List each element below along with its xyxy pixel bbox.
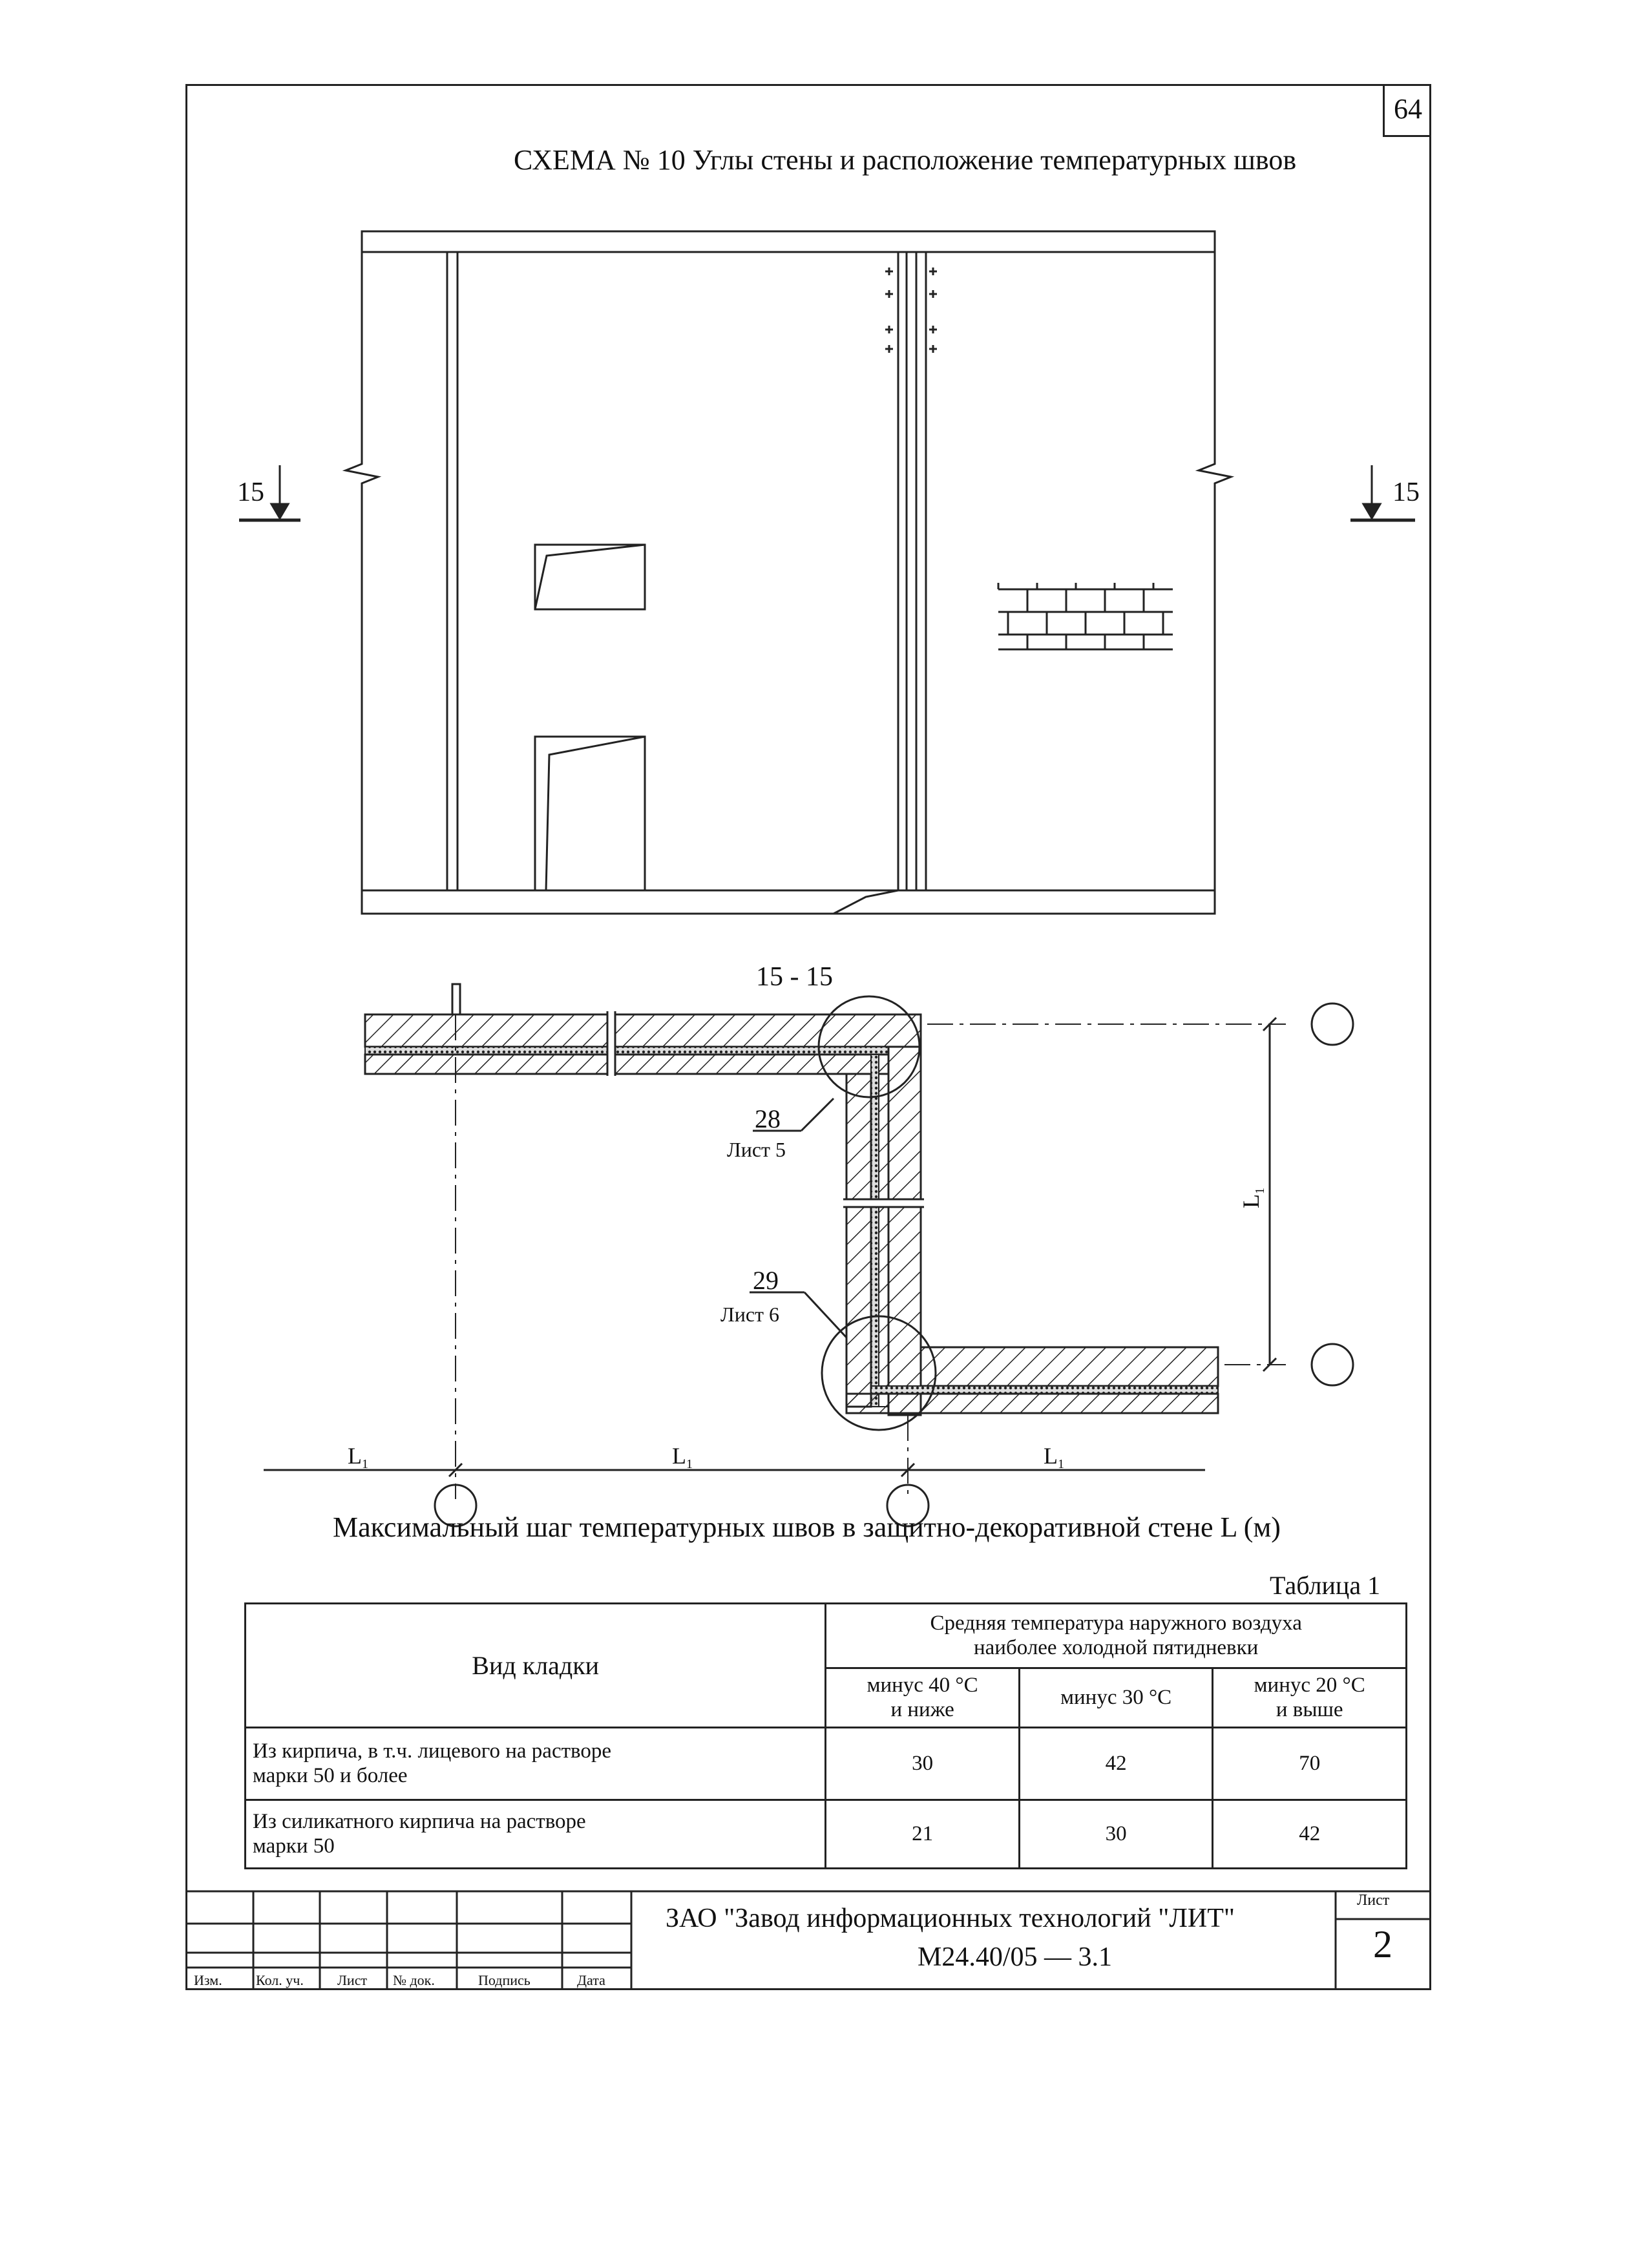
col-masonry-type-header: Вид кладки	[246, 1604, 826, 1728]
group-header-line-2: наиболее холодной пятидневки	[974, 1635, 1259, 1659]
section-mark-right-label: 15	[1392, 478, 1420, 507]
company-name: ЗАО "Завод информационных технологий "ЛИТ"	[666, 1904, 1235, 1933]
col-minus40-header	[826, 1668, 1020, 1728]
row-2-type-line-2: марки 50	[253, 1834, 335, 1858]
row-1-type-line-2: марки 50 и более	[253, 1763, 408, 1787]
plan-wall	[365, 984, 1218, 1415]
section-label: 15 - 15	[756, 962, 833, 992]
row-2-value-minus40: 21	[826, 1800, 1020, 1869]
table-number: Таблица 1	[1270, 1571, 1381, 1600]
table-row	[246, 1728, 1407, 1800]
callout-29-number: 29	[753, 1266, 779, 1295]
temperature-group-header	[826, 1604, 1407, 1668]
callout-29-sheet: Лист 6	[720, 1303, 780, 1326]
row-2-type	[246, 1800, 826, 1869]
row-2-value-minus20: 42	[1213, 1800, 1407, 1869]
row-1-value-minus20: 70	[1213, 1728, 1407, 1800]
tb-label-change: Изм.	[194, 1972, 222, 1988]
sheet-label: Лист	[1357, 1892, 1390, 1909]
dim-horizontal-2: L	[672, 1443, 686, 1469]
col-minus30-line-1: минус 30 °С	[1060, 1685, 1172, 1709]
tb-label-signature: Подпись	[478, 1972, 530, 1988]
col-minus40-line-2: и ниже	[890, 1697, 954, 1721]
svg-text:L: L	[1238, 1194, 1264, 1208]
dim-horizontal-1: L	[348, 1443, 362, 1469]
col-minus20-line-1: минус 20 °С	[1254, 1673, 1365, 1697]
joint-spacing-table	[244, 1602, 1407, 1869]
dim-horizontal-3: L	[1044, 1443, 1058, 1469]
col-minus30-header	[1019, 1668, 1213, 1728]
plan-dimensions	[264, 1003, 1353, 1526]
col-minus40-line-1: минус 40 °С	[867, 1673, 978, 1697]
section-mark-left-label: 15	[237, 478, 264, 507]
tb-label-doc-no: № док.	[393, 1972, 435, 1988]
dim-horizontal-1-sub: 1	[362, 1457, 368, 1471]
row-1-type	[246, 1728, 826, 1800]
row-1-type-line-1: Из кирпича, в т.ч. лицевого на растворе	[253, 1739, 612, 1763]
dim-horizontal-3-sub: 1	[1058, 1457, 1064, 1471]
scheme-title: СХЕМА № 10 Углы стены и расположение температурных швов	[514, 144, 1297, 176]
callout-28-sheet: Лист 5	[727, 1138, 786, 1161]
col-minus20-header	[1213, 1668, 1407, 1728]
brick-pattern	[998, 583, 1173, 649]
col-minus20-line-2: и выше	[1276, 1697, 1343, 1721]
svg-text:1: 1	[1253, 1188, 1267, 1194]
tb-label-sheet: Лист	[337, 1972, 368, 1988]
group-header-line-1: Средняя температура наружного воздуха	[930, 1611, 1302, 1635]
dim-horizontal-2-sub: 1	[686, 1457, 693, 1471]
callout-28-number: 28	[755, 1104, 781, 1133]
table-row	[246, 1800, 1407, 1869]
anchor-marks	[885, 268, 937, 353]
row-2-type-line-1: Из силикатного кирпича на растворе	[253, 1809, 586, 1833]
dim-vertical	[1238, 1188, 1267, 1208]
document-code: М24.40/05 — 3.1	[918, 1942, 1113, 1972]
sheet-number: 2	[1373, 1923, 1392, 1966]
table-title: Максимальный шаг температурных швов в защитно-декоративной стене L (м)	[333, 1511, 1281, 1543]
wall-elevation	[346, 231, 1231, 914]
row-1-value-minus30: 42	[1019, 1728, 1213, 1800]
row-1-value-minus40: 30	[826, 1728, 1020, 1800]
tb-label-count: Кол. уч.	[256, 1972, 304, 1988]
tb-label-date: Дата	[577, 1972, 605, 1988]
row-2-value-minus30: 30	[1019, 1800, 1213, 1869]
page-number: 64	[1383, 84, 1431, 137]
